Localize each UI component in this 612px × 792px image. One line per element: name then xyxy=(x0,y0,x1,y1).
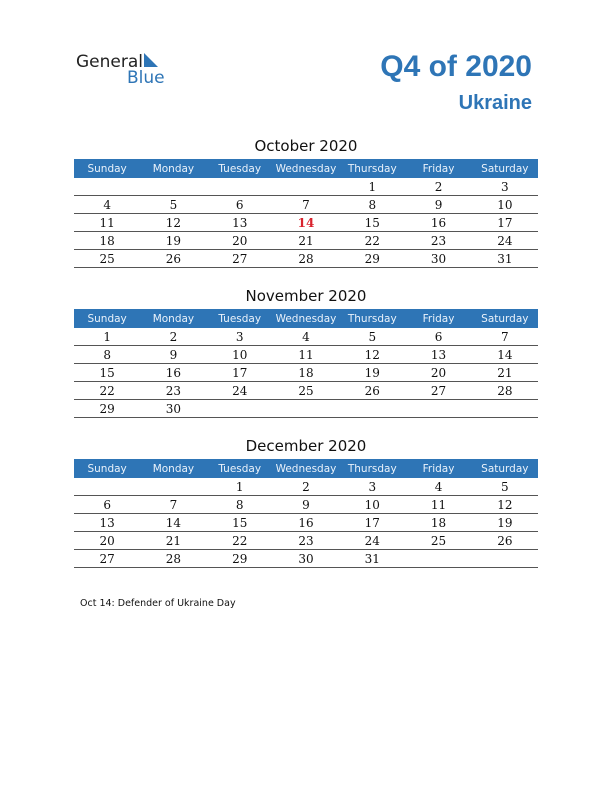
day-cell: 18 xyxy=(74,232,140,250)
day-cell: 20 xyxy=(405,364,471,382)
day-cell: 14 xyxy=(472,346,538,364)
day-cell: 29 xyxy=(74,400,140,418)
day-cell: 17 xyxy=(339,514,405,532)
day-cell: 6 xyxy=(207,196,273,214)
week-row xyxy=(74,178,538,196)
day-cell: 26 xyxy=(472,532,538,550)
day-cell xyxy=(74,478,140,496)
day-cell xyxy=(207,400,273,418)
day-cell: 2 xyxy=(140,328,206,346)
day-cell xyxy=(140,478,206,496)
month-december xyxy=(74,436,538,568)
day-cell xyxy=(273,178,339,196)
day-cell: 3 xyxy=(207,328,273,346)
weekday-header: Sunday xyxy=(74,159,140,178)
day-cell: 19 xyxy=(339,364,405,382)
day-cell: 12 xyxy=(140,214,206,232)
day-cell: 28 xyxy=(273,250,339,268)
day-cell: 20 xyxy=(207,232,273,250)
day-cell: 18 xyxy=(405,514,471,532)
week-row xyxy=(74,232,538,250)
day-cell: 30 xyxy=(140,400,206,418)
weekday-header: Tuesday xyxy=(207,159,273,178)
day-cell xyxy=(472,400,538,418)
day-cell: 11 xyxy=(273,346,339,364)
logo-word-blue: Blue xyxy=(127,68,165,88)
calendar-table xyxy=(74,309,538,418)
day-cell: 31 xyxy=(472,250,538,268)
day-cell: 1 xyxy=(207,478,273,496)
week-row xyxy=(74,532,538,550)
day-cell: 29 xyxy=(207,550,273,568)
day-cell: 23 xyxy=(140,382,206,400)
day-cell: 25 xyxy=(74,250,140,268)
weekday-header: Saturday xyxy=(472,459,538,478)
day-cell: 5 xyxy=(140,196,206,214)
day-cell: 7 xyxy=(472,328,538,346)
logo xyxy=(76,52,186,92)
day-cell: 27 xyxy=(207,250,273,268)
day-cell: 14 xyxy=(273,214,339,232)
day-cell: 10 xyxy=(207,346,273,364)
month-title: October 2020 xyxy=(254,137,358,155)
day-cell: 12 xyxy=(472,496,538,514)
day-cell: 7 xyxy=(273,196,339,214)
day-cell: 18 xyxy=(273,364,339,382)
day-cell: 15 xyxy=(339,214,405,232)
calendar-table xyxy=(74,159,538,268)
month-october xyxy=(74,136,538,268)
day-cell: 20 xyxy=(74,532,140,550)
day-cell: 1 xyxy=(74,328,140,346)
weekday-header: Tuesday xyxy=(207,459,273,478)
month-title: November 2020 xyxy=(245,287,367,305)
day-cell: 28 xyxy=(140,550,206,568)
weekday-header: Friday xyxy=(405,159,471,178)
day-cell: 16 xyxy=(405,214,471,232)
weekday-header: Sunday xyxy=(74,309,140,328)
week-row xyxy=(74,328,538,346)
week-row xyxy=(74,196,538,214)
page-title: Q4 of 2020 xyxy=(380,50,532,83)
day-cell: 3 xyxy=(339,478,405,496)
week-row xyxy=(74,250,538,268)
day-cell: 16 xyxy=(273,514,339,532)
day-cell: 9 xyxy=(273,496,339,514)
day-cell: 23 xyxy=(405,232,471,250)
day-cell: 4 xyxy=(74,196,140,214)
week-row xyxy=(74,550,538,568)
day-cell: 28 xyxy=(472,382,538,400)
day-cell: 10 xyxy=(472,196,538,214)
day-cell: 21 xyxy=(472,364,538,382)
day-cell xyxy=(405,550,471,568)
day-cell: 3 xyxy=(472,178,538,196)
day-cell: 4 xyxy=(273,328,339,346)
week-row xyxy=(74,496,538,514)
day-cell: 9 xyxy=(140,346,206,364)
weekday-header: Saturday xyxy=(472,159,538,178)
day-cell: 11 xyxy=(405,496,471,514)
day-cell: 19 xyxy=(472,514,538,532)
day-cell: 8 xyxy=(339,196,405,214)
month-title: December 2020 xyxy=(245,437,367,455)
calendar-table xyxy=(74,459,538,568)
day-cell: 11 xyxy=(74,214,140,232)
weekday-header: Friday xyxy=(405,459,471,478)
day-cell: 24 xyxy=(472,232,538,250)
day-cell xyxy=(472,550,538,568)
weekday-header: Monday xyxy=(140,309,206,328)
day-cell xyxy=(207,178,273,196)
day-cell xyxy=(273,400,339,418)
weekday-header: Thursday xyxy=(339,159,405,178)
week-row xyxy=(74,346,538,364)
day-cell: 26 xyxy=(140,250,206,268)
day-cell: 24 xyxy=(339,532,405,550)
day-cell: 27 xyxy=(405,382,471,400)
day-cell xyxy=(405,400,471,418)
day-cell: 5 xyxy=(339,328,405,346)
week-row xyxy=(74,364,538,382)
day-cell: 13 xyxy=(207,214,273,232)
day-cell: 6 xyxy=(405,328,471,346)
weekday-header: Wednesday xyxy=(273,159,339,178)
day-cell xyxy=(339,400,405,418)
day-cell: 1 xyxy=(339,178,405,196)
weekday-header: Thursday xyxy=(339,309,405,328)
day-cell xyxy=(140,178,206,196)
day-cell: 6 xyxy=(74,496,140,514)
day-cell: 10 xyxy=(339,496,405,514)
weekday-header: Wednesday xyxy=(273,459,339,478)
logo-triangle-icon xyxy=(144,53,158,67)
day-cell: 12 xyxy=(339,346,405,364)
week-row xyxy=(74,214,538,232)
day-cell: 25 xyxy=(405,532,471,550)
day-cell: 22 xyxy=(339,232,405,250)
day-cell: 17 xyxy=(472,214,538,232)
day-cell: 26 xyxy=(339,382,405,400)
day-cell: 21 xyxy=(140,532,206,550)
holiday-note: Oct 14: Defender of Ukraine Day xyxy=(80,598,236,609)
week-row xyxy=(74,478,538,496)
day-cell: 9 xyxy=(405,196,471,214)
day-cell: 31 xyxy=(339,550,405,568)
week-row xyxy=(74,382,538,400)
day-cell: 4 xyxy=(405,478,471,496)
day-cell: 7 xyxy=(140,496,206,514)
day-cell: 25 xyxy=(273,382,339,400)
week-row xyxy=(74,514,538,532)
day-cell: 16 xyxy=(140,364,206,382)
month-november xyxy=(74,286,538,418)
week-row xyxy=(74,400,538,418)
weekday-header: Saturday xyxy=(472,309,538,328)
day-cell: 15 xyxy=(207,514,273,532)
weekday-header: Friday xyxy=(405,309,471,328)
day-cell: 27 xyxy=(74,550,140,568)
day-cell: 30 xyxy=(273,550,339,568)
day-cell: 22 xyxy=(207,532,273,550)
day-cell xyxy=(74,178,140,196)
day-cell: 24 xyxy=(207,382,273,400)
day-cell: 21 xyxy=(273,232,339,250)
logo-word-general: General xyxy=(76,52,143,72)
day-cell: 22 xyxy=(74,382,140,400)
weekday-header: Wednesday xyxy=(273,309,339,328)
day-cell: 2 xyxy=(273,478,339,496)
day-cell: 13 xyxy=(74,514,140,532)
day-cell: 13 xyxy=(405,346,471,364)
day-cell: 8 xyxy=(207,496,273,514)
day-cell: 8 xyxy=(74,346,140,364)
weekday-header: Thursday xyxy=(339,459,405,478)
day-cell: 15 xyxy=(74,364,140,382)
weekday-header: Tuesday xyxy=(207,309,273,328)
day-cell: 23 xyxy=(273,532,339,550)
weekday-header: Sunday xyxy=(74,459,140,478)
country-name: Ukraine xyxy=(458,92,532,114)
day-cell: 14 xyxy=(140,514,206,532)
day-cell: 2 xyxy=(405,178,471,196)
day-cell: 17 xyxy=(207,364,273,382)
weekday-header: Monday xyxy=(140,159,206,178)
day-cell: 30 xyxy=(405,250,471,268)
weekday-header: Monday xyxy=(140,459,206,478)
day-cell: 29 xyxy=(339,250,405,268)
day-cell: 19 xyxy=(140,232,206,250)
day-cell: 5 xyxy=(472,478,538,496)
